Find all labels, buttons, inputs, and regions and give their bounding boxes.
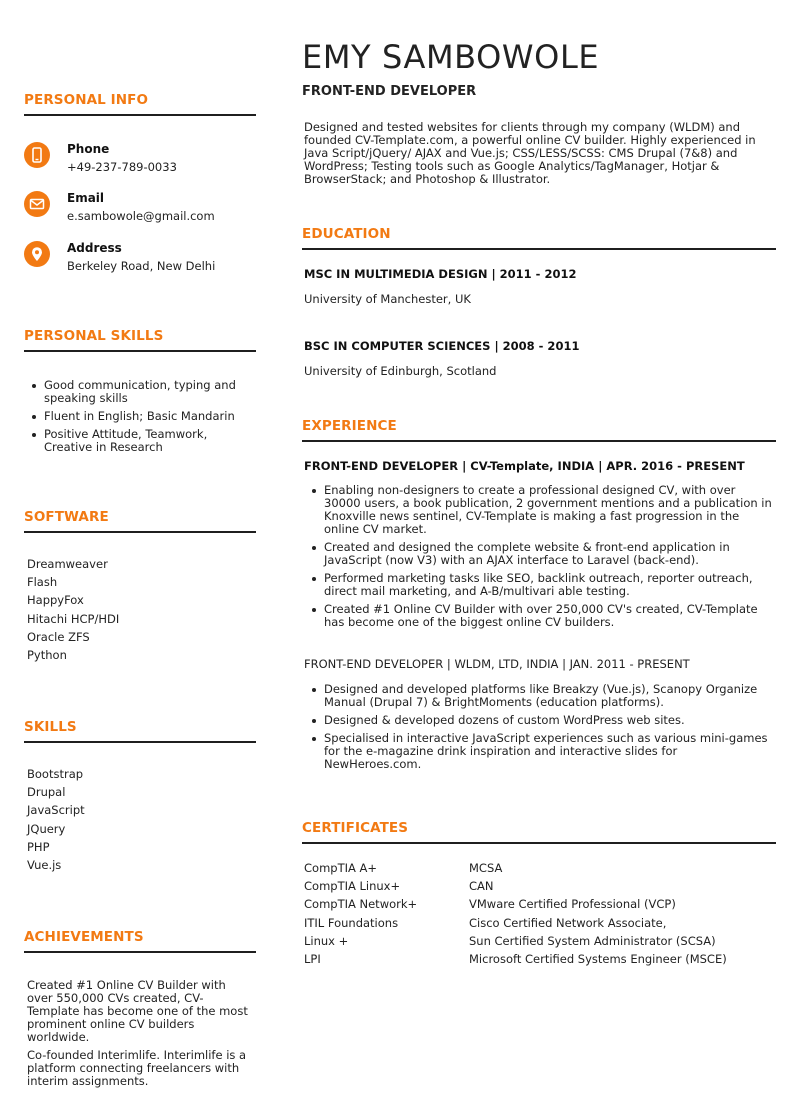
education-degree: MSC IN MULTIMEDIA DESIGN | 2011 - 2012 xyxy=(304,267,577,281)
achievement-item: Created #1 Online CV Builder with over 550,000 CVs created, CV-Template has become one of the most prominent online CV builders worldwide. xyxy=(27,978,248,1044)
skills-list xyxy=(24,765,256,874)
section-title: ACHIEVEMENTS xyxy=(24,929,144,945)
achievements-list xyxy=(24,979,250,1088)
section-title: EXPERIENCE xyxy=(302,418,397,434)
list-item: Created #1 Online CV Builder with over 250,000 CV's created, CV-Template has become one of the biggest online CV builders. xyxy=(304,603,772,629)
job-bullets xyxy=(304,683,772,771)
software-list xyxy=(24,555,256,664)
contact-phone xyxy=(24,142,256,182)
phone-icon xyxy=(24,142,50,168)
list-item: Vue.js xyxy=(27,858,62,873)
job-heading: FRONT-END DEVELOPER | CV-Template, INDIA | APR. 2016 - PRESENT xyxy=(304,459,745,473)
list-item: Positive Attitude, Teamwork, Creative in Research xyxy=(24,428,252,454)
certificate-item: CompTIA Linux+ xyxy=(304,879,401,894)
list-item: Bootstrap xyxy=(27,767,84,781)
education-degree: BSC IN COMPUTER SCIENCES | 2008 - 2011 xyxy=(304,339,580,353)
list-item: Drupal xyxy=(27,785,66,800)
education-school: University of Edinburgh, Scotland xyxy=(304,364,497,378)
list-item: Good communication, typing and speaking skills xyxy=(24,379,252,405)
job-bullets xyxy=(304,484,772,629)
certificate-item: ITIL Foundations xyxy=(304,915,399,930)
certificate-item: Cisco Certified Network Associate, xyxy=(469,915,667,930)
certificates-table xyxy=(302,859,776,979)
address-value: Berkeley Road, New Delhi xyxy=(67,259,216,273)
list-item: PHP xyxy=(27,839,50,854)
contact-address xyxy=(24,241,256,281)
certificate-item: CompTIA Network+ xyxy=(304,897,418,912)
section-divider xyxy=(302,440,776,442)
certificate-item: Sun Certified System Administrator (SCSA) xyxy=(469,933,716,948)
list-item: Hitachi HCP/HDI xyxy=(27,611,120,626)
job-heading: FRONT-END DEVELOPER | WLDM, LTD, INDIA | JAN. 2011 - PRESENT xyxy=(304,657,690,671)
section-divider xyxy=(24,531,256,533)
section-divider xyxy=(24,114,256,116)
list-item: JavaScript xyxy=(27,803,85,818)
phone-value: +49-237-789-0033 xyxy=(67,160,177,174)
section-title: SKILLS xyxy=(24,719,77,735)
section-divider xyxy=(24,741,256,743)
list-item: Fluent in English; Basic Mandarin xyxy=(24,410,252,423)
section-divider xyxy=(24,350,256,352)
contact-label: Address xyxy=(67,241,122,255)
personal-skills-section xyxy=(24,328,256,459)
list-item: Performed marketing tasks like SEO, backlink outreach, reporter outreach, direct mail marketing, and A-B/multivari able testing. xyxy=(304,572,772,598)
job-title: FRONT-END DEVELOPER xyxy=(302,84,477,99)
skills-section xyxy=(24,719,256,874)
list-item: Designed and developed platforms like Breakzy (Vue.js), Scanopy Organize Manual (Drupal 7) & BrightMoments (education platforms). xyxy=(304,683,772,709)
list-item: Oracle ZFS xyxy=(27,629,90,644)
personal-skills-list xyxy=(24,379,252,454)
certificate-item: Linux + xyxy=(304,933,349,948)
section-title: CERTIFICATES xyxy=(302,820,409,836)
certificate-item: MCSA xyxy=(469,861,503,875)
contact-label: Email xyxy=(67,191,105,205)
email-value[interactable]: e.sambowole@gmail.com xyxy=(67,209,215,223)
list-item: Dreamweaver xyxy=(27,557,108,571)
list-item: Created and designed the complete website & front-end application in JavaScript (now V3) with an AJAX interface to Laravel (back-end). xyxy=(304,541,772,567)
list-item: Specialised in interactive JavaScript experiences such as various mini-games for the e-magazine drink inspiration and interactive slides for NewHeroes.com. xyxy=(304,732,772,771)
section-title: SOFTWARE xyxy=(24,509,109,525)
list-item: JQuery xyxy=(27,821,66,836)
email-icon xyxy=(24,191,50,217)
section-title: PERSONAL SKILLS xyxy=(24,328,164,344)
education-school: University of Manchester, UK xyxy=(304,292,471,306)
section-divider xyxy=(302,248,776,250)
section-divider xyxy=(24,951,256,953)
certificates-column-2 xyxy=(469,859,727,968)
candidate-name: EMY SAMBOWOLE xyxy=(302,38,600,76)
achievements-section xyxy=(24,929,256,1088)
list-item: Enabling non-designers to create a professional designed CV, with over 30000 users, a book publication, 2 government mentions and a publication in Knoxville news sentinel, CV-Template is making a fast progression in the online CV market. xyxy=(304,484,772,536)
certificate-item: VMware Certified Professional (VCP) xyxy=(469,897,676,912)
location-pin-icon xyxy=(24,241,50,267)
education-section xyxy=(302,226,776,378)
list-item: Flash xyxy=(27,575,58,590)
list-item: Designed & developed dozens of custom WordPress web sites. xyxy=(304,714,772,727)
list-item: HappyFox xyxy=(27,593,84,608)
personal-info-section xyxy=(24,92,256,116)
certificate-item: CAN xyxy=(469,879,494,894)
profile-summary: Designed and tested websites for clients through my company (WLDM) and founded CV-Template.com, a powerful online CV builder. Highly experienced in Java Script/jQuery/ AJAX and Vue.js; CSS/LESS/SCSS: CMS Drupal (7&8) and WordPress; Testing tools such as Google Analytics/TagManager, Hotjar & BrowserStack; and Photoshop & Illustrator. xyxy=(304,120,756,186)
certificate-item: Microsoft Certified Systems Engineer (MSCE) xyxy=(469,952,727,967)
contact-email xyxy=(24,191,256,231)
certificates-column-1 xyxy=(304,859,417,968)
achievement-item: Co-founded Interimlife. Interimlife is a platform connecting freelancers with interim assignments. xyxy=(27,1048,247,1088)
list-item: Python xyxy=(27,648,67,663)
certificate-item: CompTIA A+ xyxy=(304,861,378,875)
certificates-section xyxy=(302,820,776,979)
section-title: PERSONAL INFO xyxy=(24,92,149,108)
contact-label: Phone xyxy=(67,142,110,156)
section-title: EDUCATION xyxy=(302,226,391,242)
experience-section xyxy=(302,418,776,776)
certificate-item: LPI xyxy=(304,952,321,967)
section-divider xyxy=(302,842,776,844)
software-section xyxy=(24,509,256,664)
